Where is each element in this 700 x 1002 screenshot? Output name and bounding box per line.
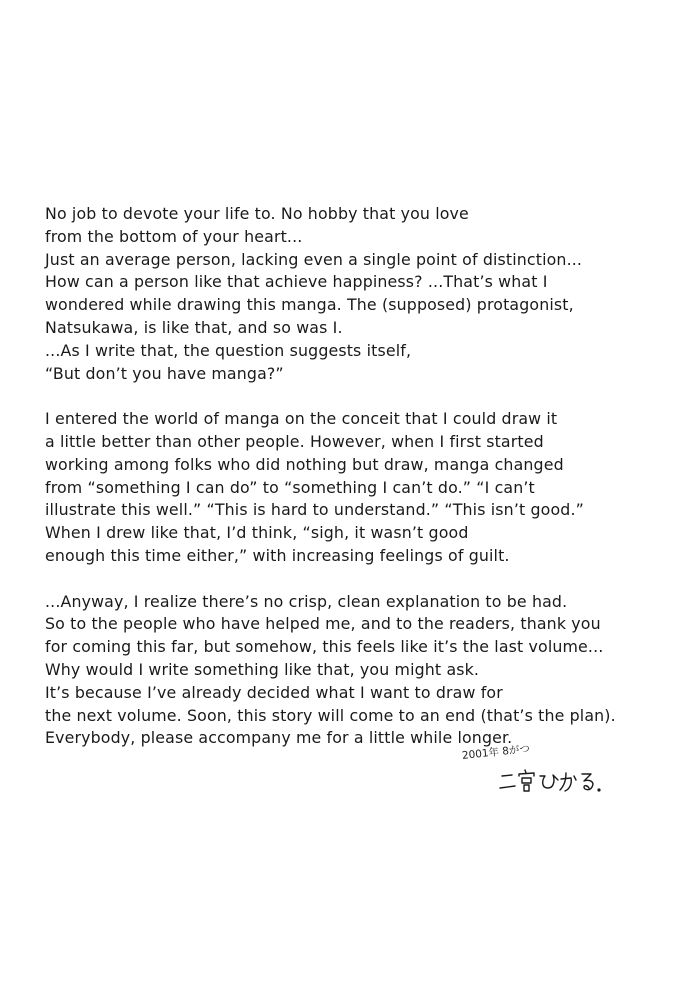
signature-name-drawing: [498, 766, 608, 798]
text-line: So to the people who have helped me, and to the readers, thank you: [45, 614, 601, 634]
text-line: a little better than other people. However, when I first started: [45, 431, 544, 451]
text-line: ...Anyway, I realize there’s no crisp, clean explanation to be had.: [45, 591, 568, 611]
text-line: Natsukawa, is like that, and so was I.: [45, 317, 343, 337]
text-line: It’s because I’ve already decided what I want to draw for: [45, 682, 503, 702]
text-line: wondered while drawing this manga. The (supposed) protagonist,: [45, 295, 574, 315]
text-line: Just an average person, lacking even a single point of distinction...: [45, 249, 583, 269]
text-line: ...As I write that, the question suggests itself,: [45, 340, 412, 360]
text-line: from “something I can do” to “something I can’t do.” “I can’t: [45, 477, 535, 497]
signature-date: 2001年 8がつ: [461, 742, 531, 762]
text-line: for coming this far, but somehow, this feels like it’s the last volume...: [45, 637, 604, 657]
text-line: No job to devote your life to. No hobby that you love: [45, 204, 469, 223]
text-line: working among folks who did nothing but draw, manga changed: [45, 454, 564, 474]
text-line: Everybody, please accompany me for a little while longer.: [45, 728, 513, 748]
text-line: “But don’t you have manga?”: [45, 363, 284, 383]
text-line: How can a person like that achieve happiness? ...That’s what I: [45, 272, 548, 292]
text-line: from the bottom of your heart...: [45, 226, 303, 246]
paragraph-3: [45, 591, 685, 751]
text-line: the next volume. Soon, this story will come to an end (that’s the plan).: [45, 705, 616, 725]
text-line: illustrate this well.” “This is hard to understand.” “This isn’t good.”: [45, 500, 584, 520]
text-line: When I drew like that, I’d think, “sigh, it wasn’t good: [45, 523, 469, 543]
text-line: enough this time either,” with increasing feelings of guilt.: [45, 545, 510, 565]
text-line: I entered the world of manga on the conceit that I could draw it: [45, 409, 558, 429]
afterword-text: [45, 203, 685, 750]
handwritten-signature: [462, 738, 612, 802]
paragraph-2: [45, 408, 685, 568]
paragraph-1: [45, 203, 685, 385]
text-line: Why would I write something like that, you might ask.: [45, 659, 480, 679]
